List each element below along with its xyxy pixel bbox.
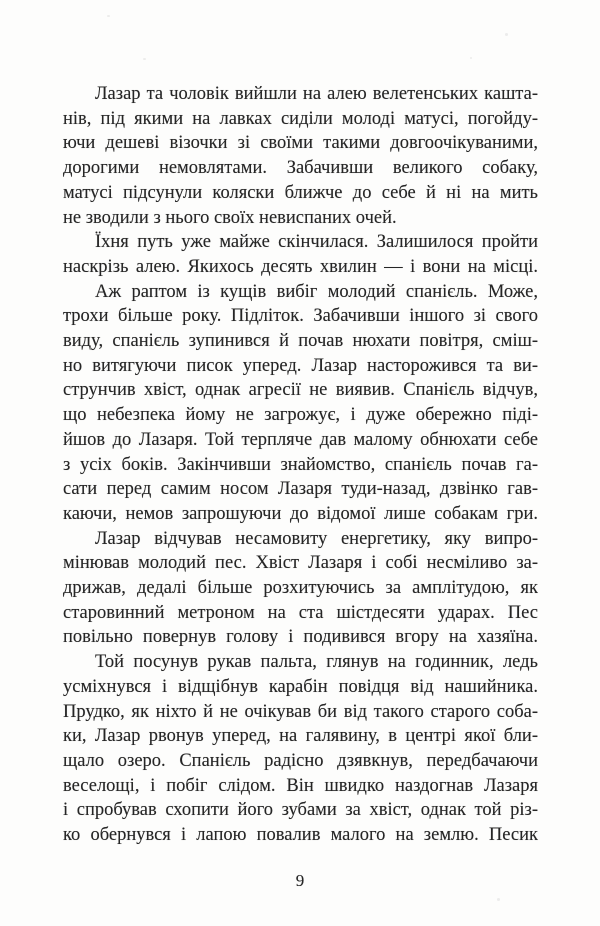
text-line: Лазар відчував несамовиту енергетику, яку випро- <box>95 528 538 549</box>
text-line: трохи більше року. Підліток. Забачивши іншого зі свого <box>63 306 538 327</box>
text-line: Лазар та чоловік вийшли на алею велетенських кашта- <box>95 84 538 104</box>
scan-speck <box>497 898 500 901</box>
page-number: 9 <box>295 871 305 890</box>
text-line: ки, Лазар рвонув уперед, на галявину, в центрі якої бли- <box>63 726 538 747</box>
paragraph <box>63 650 538 848</box>
text-line: ючи дешеві візочки зі своїми такими довгоочікуваними, <box>63 133 538 154</box>
text-line: Аж раптом із кущів вибіг молодий спанієль. Може, <box>95 281 538 302</box>
text-line: йшов до Лазаря. Той терпляче дав малому обнюхати себе <box>63 429 538 450</box>
text-line: виду, спанієль зупинився й почав нюхати повітря, сміш- <box>63 331 538 352</box>
text-line: і спробував схопити його зубами за хвіст, однак той різ- <box>63 800 538 821</box>
scan-speck <box>470 57 472 59</box>
paragraph <box>63 280 538 527</box>
text-line: дрижав, дедалі більше розхитуючись за амплітудою, як <box>63 578 538 599</box>
text-line: мінював молодий пес. Хвіст Лазаря і собі несміливо за- <box>63 553 538 574</box>
text-line: щало озеро. Спанієль радісно дзявкнув, передбачаючи <box>63 750 538 771</box>
text-line: веселощі, і побіг слідом. Він швидко наздогнав Лазаря <box>63 775 538 796</box>
text-line: не зводили з нього своїх невиспаних очей. <box>63 207 397 228</box>
scan-speck <box>143 58 146 60</box>
text-line: ко обернувся і лапою повалив малого на землю. Песик <box>63 825 538 846</box>
text-line: дорогими немовлятами. Забачивши великого собаку, <box>63 158 538 179</box>
paragraph <box>63 230 538 279</box>
text-line: повільно повернув голову і подивився вгору на хазяїна. <box>63 627 538 648</box>
scan-speck <box>107 15 110 17</box>
text-line: каючи, немов запрошуючи до відомої лише собакам гри. <box>63 503 538 524</box>
text-line: усміхнувся і відщібнув карабін повідця від нашийника. <box>63 676 538 697</box>
text-line: Той посунув рукав пальта, глянув на годинник, ледь <box>95 652 538 673</box>
scan-speck <box>505 33 508 36</box>
paragraph <box>63 82 538 230</box>
text-line: з усіх боків. Закінчивши знайомство, спанієль почав га- <box>63 454 538 475</box>
text-line: нів, під якими на лавках сиділи молоді матусі, погойду- <box>63 108 538 129</box>
text-line: наскрізь алею. Якихось десять хвилин — і вони на місці. <box>63 256 538 277</box>
page-text <box>63 82 538 848</box>
text-line: сати перед самим носом Лазаря туди-назад, дзвінко гав- <box>63 479 538 500</box>
text-line: но витягуючи писок уперед. Лазар насторожився та ви- <box>63 355 538 376</box>
paragraph <box>63 527 538 651</box>
text-line: Прудко, як ніхто й не очікував би від такого старого соба- <box>63 701 538 722</box>
text-line: струнчив хвіст, однак агресії не виявив. Спанієль відчув, <box>63 380 538 401</box>
text-line: матусі підсунули коляски ближче до себе й ні на мить <box>63 182 538 203</box>
text-line: старовинний метроном на ста шістдесяти ударах. Пес <box>63 602 538 623</box>
text-line: що небезпека йому не загрожує, і дуже обережно піді- <box>63 405 538 426</box>
text-line: Їхня путь уже майже скінчилася. Залишилося пройти <box>95 232 538 253</box>
